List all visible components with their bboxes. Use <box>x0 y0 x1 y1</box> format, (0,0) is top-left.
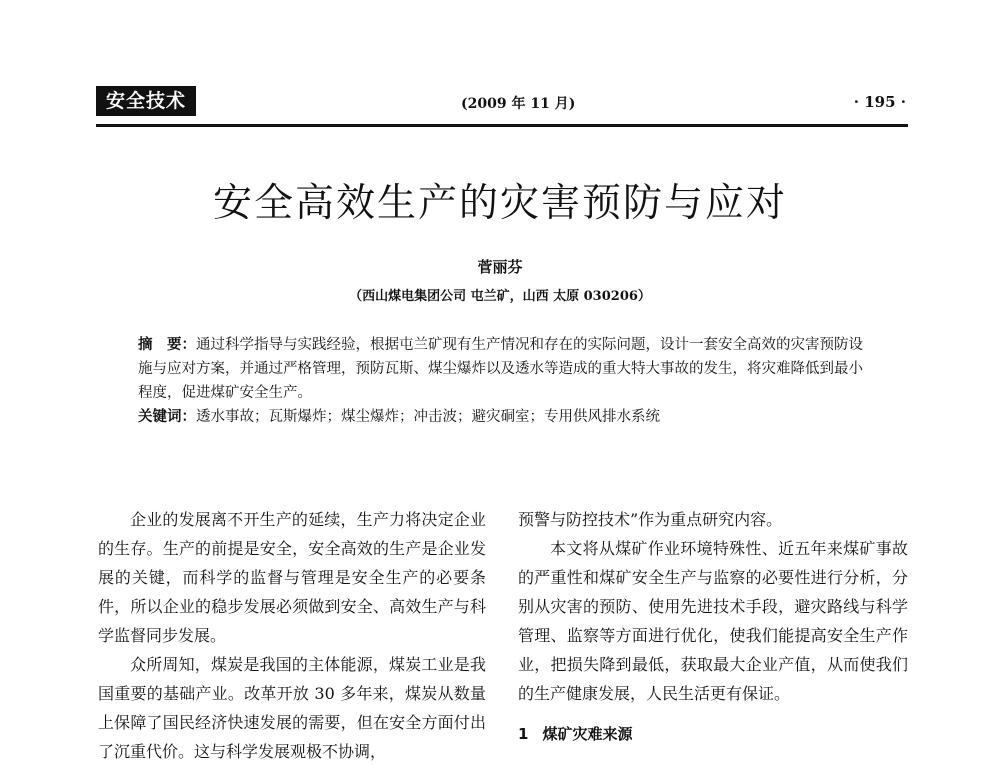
section-heading <box>518 720 908 749</box>
article-title: 安全高效生产的灾害预防与应对 <box>212 181 787 226</box>
section-title: 煤矿灾难来源 <box>542 725 633 743</box>
body-paragraph-continuation: 预警与防控技术”作为重点研究内容。 <box>518 510 783 529</box>
section-number: 1 <box>518 725 529 743</box>
right-column <box>518 505 908 749</box>
abstract-block <box>138 333 868 429</box>
abstract-text: 通过科学指导与实践经验，根据屯兰矿现有生产情况和存在的实际问题，设计一套安全高效的灾害预防设施与应对方案，并通过严格管理，预防瓦斯、煤尘爆炸以及透水等造成的重大特大事故的发生，将灾难降低到最小程度，促进煤矿安全生产。 <box>138 337 863 401</box>
page-header <box>96 86 906 122</box>
abstract <box>138 333 868 405</box>
abstract-label: 摘 要： <box>138 337 196 353</box>
column-tag: 安全技术 <box>96 86 196 116</box>
left-column <box>98 505 486 766</box>
body-paragraph: 企业的发展离不开生产的延续，生产力将决定企业的生存。生产的前提是安全，安全高效的生产是企业发展的关键，而科学的监督与管理是安全生产的必要条件，所以企业的稳步发展必须做到安全、高效生产与科学监督同步发展。 <box>98 510 486 645</box>
affiliation: （西山煤电集团公司 屯兰矿，山西 太原 030206） <box>349 289 651 304</box>
keywords <box>138 405 868 429</box>
page-number: · 195 · <box>853 93 906 111</box>
keywords-label: 关键词： <box>138 409 196 425</box>
keywords-text: 透水事故；瓦斯爆炸；煤尘爆炸；冲击波；避灾硐室；专用供风排水系统 <box>196 409 660 425</box>
body-paragraph: 众所周知，煤炭是我国的主体能源，煤炭工业是我国重要的基础产业。改革开放 30 多年来，煤炭从数量上保障了国民经济快速发展的需要，但在安全方面付出了沉重代价。这与科学发展观极不协调， <box>98 655 486 761</box>
author: 菅丽芬 <box>477 258 523 276</box>
body-paragraph: 本文将从煤矿作业环境特殊性、近五年来煤矿事故的严重性和煤矿安全生产与监察的必要性进行分析，分别从灾害的预防、使用先进技术手段，避灾路线与科学管理、监察等方面进行优化，使我们能提高安全生产作业，把损失降到最低，获取最大企业产值，从而使我们的生产健康发展，人民生活更有保证。 <box>518 539 908 703</box>
issue-date: (2009 年 11 月) <box>461 96 576 112</box>
header-rule <box>96 124 908 127</box>
